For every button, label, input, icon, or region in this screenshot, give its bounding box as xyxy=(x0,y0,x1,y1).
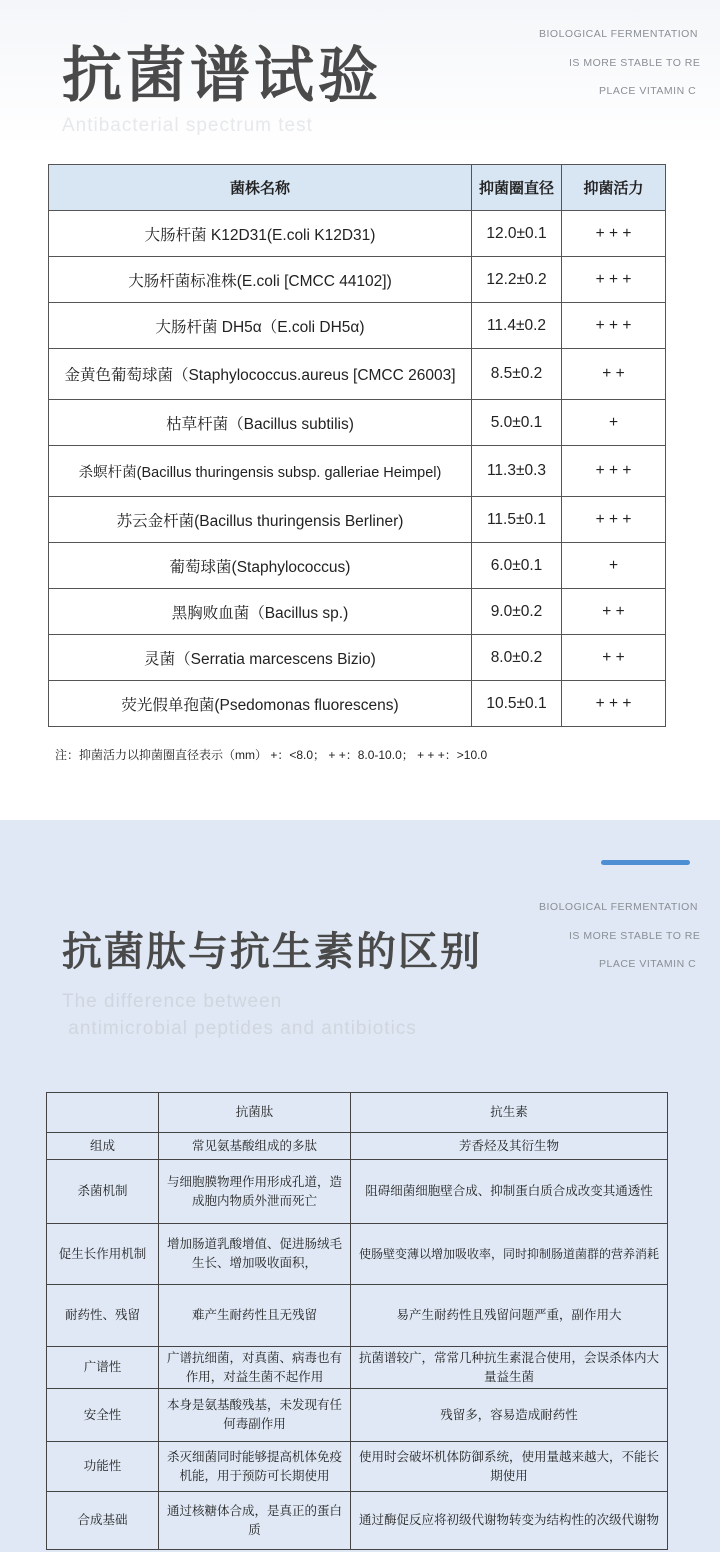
antibiotic-cell: 残留多，容易造成耐药性 xyxy=(351,1389,668,1442)
antibiotic-cell: 芳香烃及其衍生物 xyxy=(351,1133,668,1160)
table-row xyxy=(49,446,666,497)
peptide-cell: 增加肠道乳酸增值、促进肠绒毛生长、增加吸收面积， xyxy=(159,1224,351,1285)
antibacterial-spectrum-table xyxy=(48,164,666,727)
peptide-cell: 本身是氨基酸残基，未发现有任何毒副作用 xyxy=(159,1389,351,1442)
table-row xyxy=(49,681,666,727)
table-footnote: 注：抑菌活力以抑菌圈直径表示（mm） +：<8.0； + +：8.0-10.0； + + +：>10.0 xyxy=(55,748,488,762)
activity-cell: + xyxy=(562,400,666,446)
activity-cell: + + + xyxy=(562,211,666,257)
side-caption-line: IS MORE STABLE TO RE xyxy=(569,930,701,942)
strain-cell: 荧光假单孢菌(Psedomonas fluorescens) xyxy=(49,681,472,727)
activity-cell: + + xyxy=(562,635,666,681)
antibiotic-cell: 使肠壁变薄以增加吸收率，同时抑制肠道菌群的营养消耗 xyxy=(351,1224,668,1285)
diameter-cell: 6.0±0.1 xyxy=(472,543,562,589)
antibiotic-cell: 抗菌谱较广，常常几种抗生素混合使用，会误杀体内大量益生菌 xyxy=(351,1347,668,1389)
table-row xyxy=(49,349,666,400)
activity-cell: + xyxy=(562,543,666,589)
strain-cell: 枯草杆菌（Bacillus subtilis) xyxy=(49,400,472,446)
table-row xyxy=(47,1133,668,1160)
diameter-cell: 5.0±0.1 xyxy=(472,400,562,446)
table-row xyxy=(49,211,666,257)
antibiotic-cell: 通过酶促反应将初级代谢物转变为结构性的次级代谢物 xyxy=(351,1492,668,1550)
table-row xyxy=(47,1347,668,1389)
section-title: 抗菌肽与抗生素的区别 xyxy=(62,929,482,975)
peptide-cell: 与细胞膜物理作用形成孔道，造成胞内物质外泄而死亡 xyxy=(159,1160,351,1224)
peptide-cell: 难产生耐药性且无残留 xyxy=(159,1285,351,1347)
peptide-vs-antibiotic-section xyxy=(0,820,720,1552)
table-row xyxy=(47,1492,668,1550)
accent-bar xyxy=(601,860,690,865)
strain-cell: 黑胸败血菌（Bacillus sp.) xyxy=(49,589,472,635)
header-blank-cell xyxy=(47,1093,159,1133)
table-header-row xyxy=(49,165,666,211)
strain-cell: 大肠杆菌 K12D31(E.coli K12D31) xyxy=(49,211,472,257)
activity-cell: + + + xyxy=(562,446,666,497)
diameter-cell: 8.0±0.2 xyxy=(472,635,562,681)
antibiotic-cell: 阻碍细菌细胞壁合成、抑制蛋白质合成改变其通透性 xyxy=(351,1160,668,1224)
side-caption-line: BIOLOGICAL FERMENTATION xyxy=(539,28,698,40)
diameter-cell: 12.0±0.1 xyxy=(472,211,562,257)
activity-cell: + + xyxy=(562,349,666,400)
header-activity: 抑菌活力 xyxy=(562,165,666,211)
table-row xyxy=(49,543,666,589)
subtitle-line: antimicrobial peptides and antibiotics xyxy=(62,1018,417,1039)
row-label: 功能性 xyxy=(47,1442,159,1492)
row-label: 广谱性 xyxy=(47,1347,159,1389)
comparison-table xyxy=(46,1092,668,1550)
strain-cell: 大肠杆菌标准株(E.coli [CMCC 44102]) xyxy=(49,257,472,303)
table-row xyxy=(49,589,666,635)
table-row xyxy=(47,1285,668,1347)
section-title: 抗菌谱试验 xyxy=(62,41,382,111)
header-antibiotic: 抗生素 xyxy=(351,1093,668,1133)
table-row xyxy=(47,1160,668,1224)
table-row xyxy=(47,1389,668,1442)
row-label: 安全性 xyxy=(47,1389,159,1442)
row-label: 耐药性、残留 xyxy=(47,1285,159,1347)
header-strain-name: 菌株名称 xyxy=(49,165,472,211)
diameter-cell: 9.0±0.2 xyxy=(472,589,562,635)
row-label: 促生长作用机制 xyxy=(47,1224,159,1285)
peptide-cell: 常见氨基酸组成的多肽 xyxy=(159,1133,351,1160)
strain-cell: 大肠杆菌 DH5α（E.coli DH5α) xyxy=(49,303,472,349)
diameter-cell: 11.4±0.2 xyxy=(472,303,562,349)
diameter-cell: 11.5±0.1 xyxy=(472,497,562,543)
peptide-cell: 通过核糖体合成，是真正的蛋白质 xyxy=(159,1492,351,1550)
strain-cell: 金黄色葡萄球菌（Staphylococcus.aureus [CMCC 26003] xyxy=(49,349,472,400)
side-caption-line: IS MORE STABLE TO RE xyxy=(569,57,701,69)
strain-cell: 杀螟杆菌(Bacillus thuringensis subsp. galleriae Heimpel) xyxy=(49,446,472,497)
activity-cell: + + + xyxy=(562,257,666,303)
diameter-cell: 8.5±0.2 xyxy=(472,349,562,400)
header-inhibition-diameter: 抑菌圈直径 xyxy=(472,165,562,211)
section-subtitle: Antibacterial spectrum test xyxy=(62,115,313,136)
table-row xyxy=(49,497,666,543)
peptide-cell: 杀灭细菌同时能够提高机体免疫机能，用于预防可长期使用 xyxy=(159,1442,351,1492)
row-label: 杀菌机制 xyxy=(47,1160,159,1224)
diameter-cell: 12.2±0.2 xyxy=(472,257,562,303)
antibiotic-cell: 易产生耐药性且残留问题严重，副作用大 xyxy=(351,1285,668,1347)
peptide-cell: 广谱抗细菌，对真菌、病毒也有作用，对益生菌不起作用 xyxy=(159,1347,351,1389)
subtitle-line: The difference between xyxy=(62,991,283,1012)
antibiotic-cell: 使用时会破坏机体防御系统，使用量越来越大，不能长期使用 xyxy=(351,1442,668,1492)
strain-cell: 葡萄球菌(Staphylococcus) xyxy=(49,543,472,589)
activity-cell: + + xyxy=(562,589,666,635)
activity-cell: + + + xyxy=(562,303,666,349)
strain-cell: 灵菌（Serratia marcescens Bizio) xyxy=(49,635,472,681)
row-label: 组成 xyxy=(47,1133,159,1160)
table-row xyxy=(49,635,666,681)
diameter-cell: 11.3±0.3 xyxy=(472,446,562,497)
header-peptide: 抗菌肽 xyxy=(159,1093,351,1133)
activity-cell: + + + xyxy=(562,497,666,543)
side-caption-line: PLACE VITAMIN C xyxy=(599,85,697,97)
side-caption-line: PLACE VITAMIN C xyxy=(599,958,697,970)
table-row xyxy=(47,1224,668,1285)
side-caption-line: BIOLOGICAL FERMENTATION xyxy=(539,901,698,913)
activity-cell: + + + xyxy=(562,681,666,727)
section-subtitle xyxy=(62,988,417,1042)
table-row xyxy=(49,400,666,446)
diameter-cell: 10.5±0.1 xyxy=(472,681,562,727)
table-header-row xyxy=(47,1093,668,1133)
table-row xyxy=(47,1442,668,1492)
strain-cell: 苏云金杆菌(Bacillus thuringensis Berliner) xyxy=(49,497,472,543)
row-label: 合成基础 xyxy=(47,1492,159,1550)
table-row xyxy=(49,303,666,349)
table-row xyxy=(49,257,666,303)
